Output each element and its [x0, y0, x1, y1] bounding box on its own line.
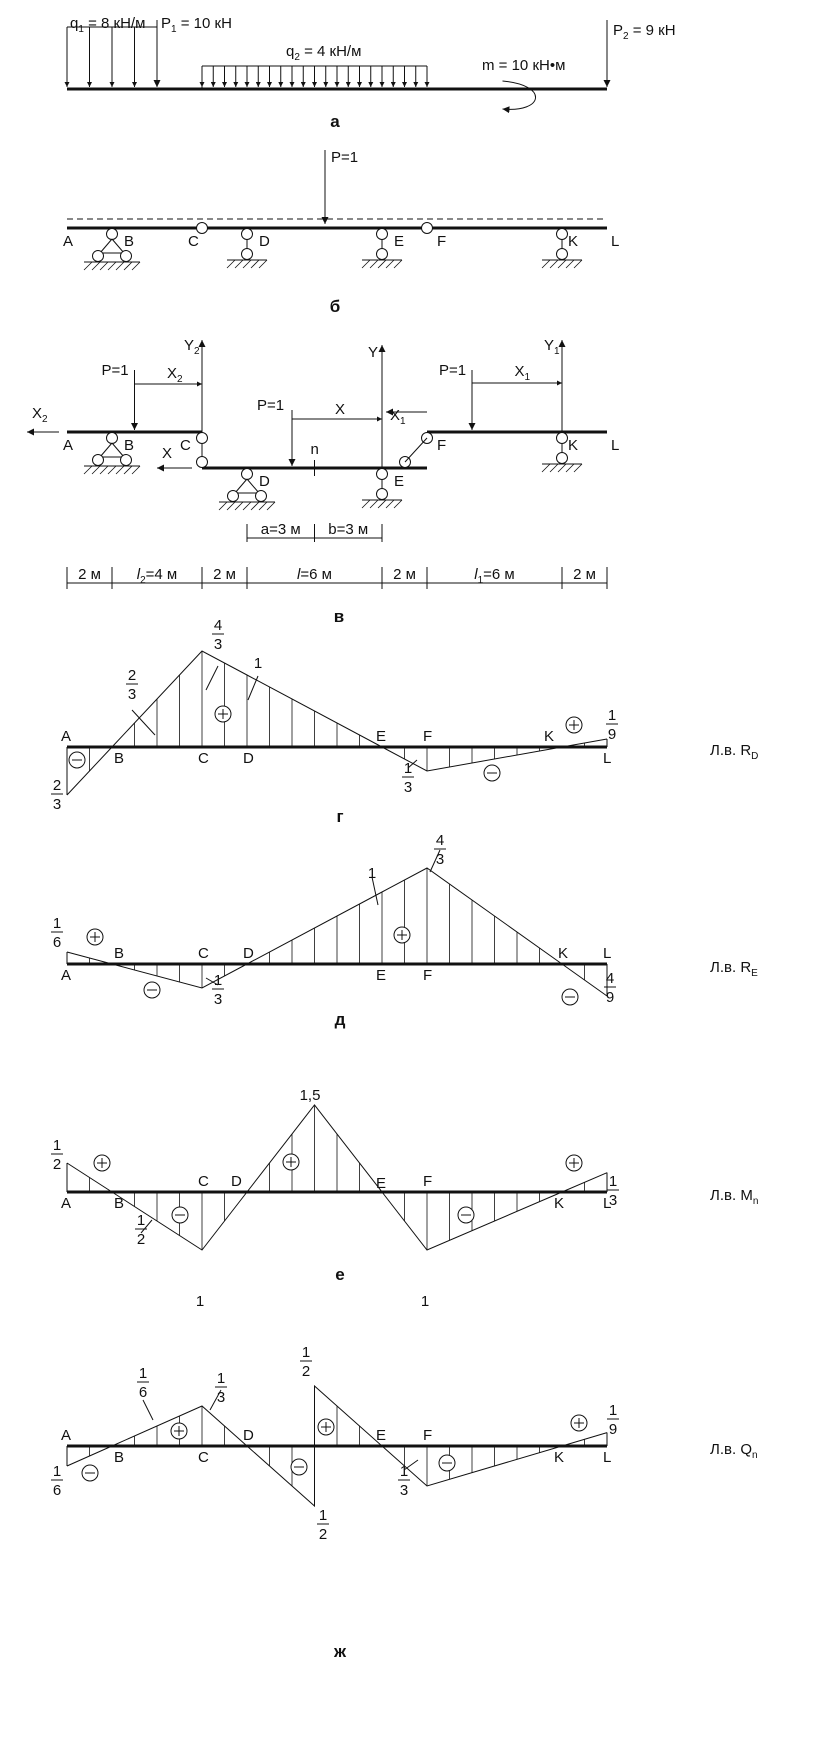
- fraction-text: 1: [367, 865, 377, 882]
- fraction-text: 1: [420, 1293, 430, 1310]
- il-re-point-c: C: [198, 945, 209, 962]
- hinge-f: [422, 223, 433, 234]
- il-mn-point-c: C: [198, 1173, 209, 1190]
- il-re-point-d: D: [243, 945, 254, 962]
- floor-support-b-ground-hatch: [92, 466, 100, 474]
- scheme-label-qn: ж: [333, 1642, 347, 1661]
- q1-label: $q_1 = 8$ кН/м: [70, 15, 146, 35]
- il-qn-value-label: [137, 1365, 149, 1401]
- fraction-denominator: 3: [399, 1482, 409, 1499]
- il-rd-value-label: [126, 667, 138, 703]
- floor-support-k-ground-hatch: [566, 464, 574, 472]
- floor-support-k-bottom-hinge: [557, 453, 568, 464]
- unit-load-de-label: P=1: [257, 397, 285, 414]
- fraction-numerator: 1: [52, 1137, 62, 1154]
- p1-label: $P_1 = 10$ кН: [161, 15, 232, 35]
- il-rd-point-l: L: [603, 750, 612, 767]
- floor-support-b-top-hinge: [107, 433, 118, 444]
- reaction-y1-label: $Y_1$: [544, 337, 560, 357]
- fraction-text: 1: [195, 1293, 205, 1310]
- span-label: 2 м: [393, 566, 416, 583]
- il-mn-point-b: B: [114, 1195, 125, 1212]
- il-qn-leader: [143, 1400, 153, 1420]
- fraction-denominator: 2: [52, 1156, 62, 1173]
- il-qn-point-a: A: [61, 1427, 72, 1444]
- il-re-title: Л.в. $R_E$: [710, 959, 758, 979]
- il-rd-point-d: D: [243, 750, 254, 767]
- floor-support-d-ground-hatch: [235, 502, 243, 510]
- il-mn-value-label: [51, 1137, 63, 1173]
- fraction-numerator: 2: [127, 667, 137, 684]
- reaction-x2-label: $X_2$: [32, 405, 48, 425]
- floor-point-f: F: [437, 437, 447, 454]
- fraction-numerator: 1: [136, 1212, 146, 1229]
- floor-support-b-ground-hatch: [108, 466, 116, 474]
- floor-support-b-ground-hatch: [116, 466, 124, 474]
- support-b-right-hinge: [121, 251, 132, 262]
- scheme-label-rd: г: [336, 807, 344, 826]
- il-mn-value-label: [196, 1293, 204, 1310]
- il-mn-point-a: A: [61, 1195, 72, 1212]
- support-k-ground-hatch: [574, 260, 582, 268]
- support-b-ground-hatch: [116, 262, 124, 270]
- support-k-top-hinge: [557, 229, 568, 240]
- il-rd-point-c: C: [198, 750, 209, 767]
- il-qn-title: Л.в. $Q_n$: [710, 1441, 758, 1461]
- support-e-ground-hatch: [378, 260, 386, 268]
- il-mn-value-label: [135, 1212, 147, 1248]
- il-mn-point-l: L: [603, 1195, 612, 1212]
- fraction-numerator: 1: [399, 1463, 409, 1480]
- link-c-top: [197, 433, 208, 444]
- reaction-y2-label: $Y_2$: [184, 337, 200, 357]
- unit-load-label: P=1: [331, 149, 359, 166]
- support-b-ground-hatch: [84, 262, 92, 270]
- fraction-numerator: 1: [216, 1370, 226, 1387]
- floor-support-d-ground-hatch: [267, 502, 275, 510]
- scheme-label-v: в: [333, 607, 345, 626]
- unit-load-fk-label: P=1: [439, 362, 467, 379]
- point-label-e: E: [394, 233, 405, 250]
- fraction-numerator: 1: [318, 1507, 328, 1524]
- il-rd-point-e: E: [376, 728, 387, 745]
- floor-support-e-bottom-hinge: [377, 489, 388, 500]
- il-qn-value-label: [607, 1402, 619, 1438]
- il-re-value-label: [604, 970, 616, 1006]
- il-rd-curve: [67, 651, 607, 795]
- il-qn-value-label: [51, 1463, 63, 1499]
- point-label-l: L: [611, 233, 620, 250]
- floor-support-d-left-hinge: [228, 491, 239, 502]
- support-e-ground-hatch: [370, 260, 378, 268]
- support-d-ground-hatch: [235, 260, 243, 268]
- il-re-point-k: K: [558, 945, 569, 962]
- floor-support-d-ground-hatch: [227, 502, 235, 510]
- floor-point-e: E: [394, 473, 405, 490]
- floor-point-b: B: [124, 437, 135, 454]
- fraction-numerator: 1: [52, 1463, 62, 1480]
- floor-support-k-top-hinge: [557, 433, 568, 444]
- floor-support-d-ground-hatch: [251, 502, 259, 510]
- il-re-point-l: L: [603, 945, 612, 962]
- fraction-denominator: 6: [52, 934, 62, 951]
- il-rd-leader: [248, 676, 258, 700]
- fraction-denominator: 3: [403, 779, 413, 796]
- floor-support-b-ground-hatch: [124, 466, 132, 474]
- fraction-numerator: 4: [605, 970, 615, 987]
- il-rd-point-a: A: [61, 728, 72, 745]
- dim-x-label: X: [335, 401, 346, 418]
- fraction-denominator: 2: [136, 1231, 146, 1248]
- floor-support-e-ground-hatch: [386, 500, 394, 508]
- dim-b-label: b=3 м: [328, 521, 369, 538]
- floor-support-d-ground-hatch: [219, 502, 227, 510]
- scheme-label-b: б: [329, 297, 341, 316]
- il-qn-value-label: [300, 1344, 312, 1380]
- fraction-denominator: 3: [608, 1192, 618, 1209]
- fraction-numerator: 1: [138, 1365, 148, 1382]
- floor-support-d-leg-left: [235, 479, 247, 493]
- il-mn-title: Л.в. $M_n$: [710, 1187, 759, 1207]
- fraction-denominator: 3: [213, 991, 223, 1008]
- il-rd-title: Л.в. $R_D$: [710, 742, 759, 762]
- span-label: 2 м: [573, 566, 596, 583]
- support-d-ground-hatch: [243, 260, 251, 268]
- floor-point-k: K: [568, 437, 579, 454]
- il-re-point-e: E: [376, 967, 387, 984]
- support-k-ground-hatch: [566, 260, 574, 268]
- il-rd-value-label: [402, 760, 414, 796]
- il-mn-point-e: E: [376, 1175, 387, 1192]
- il-rd-leader: [206, 666, 218, 690]
- floor-support-b-left-hinge: [93, 455, 104, 466]
- il-qn-point-d: D: [243, 1427, 254, 1444]
- reaction-y-label: Y: [368, 344, 379, 361]
- support-k-bottom-hinge: [557, 249, 568, 260]
- floor-support-d-right-hinge: [256, 491, 267, 502]
- point-label-b: B: [124, 233, 135, 250]
- support-k-ground-hatch: [542, 260, 550, 268]
- dim-x1-label: $X_1$: [514, 363, 531, 383]
- support-k-ground-hatch: [550, 260, 558, 268]
- scheme-label-a: а: [330, 112, 340, 131]
- il-qn-value-label: [317, 1507, 329, 1543]
- il-re-point-b: B: [114, 945, 125, 962]
- fraction-numerator: 4: [213, 617, 223, 634]
- link-f: [405, 438, 427, 462]
- il-mn-value-label: [300, 1087, 321, 1104]
- fraction-numerator: 4: [435, 832, 445, 849]
- link-c-bottom: [197, 457, 208, 468]
- il-re-value-label: [368, 865, 376, 882]
- il-rd-value-label: [254, 655, 262, 672]
- fraction-text: 1: [253, 655, 263, 672]
- support-b-leg-right: [112, 239, 124, 253]
- fraction-denominator: 9: [607, 726, 617, 743]
- floor-support-k-ground-hatch: [574, 464, 582, 472]
- point-label-c: C: [188, 233, 199, 250]
- fraction-denominator: 2: [301, 1363, 311, 1380]
- reaction-x1-label: $X_1$: [390, 407, 406, 427]
- floor-support-k-ground-hatch: [542, 464, 550, 472]
- reaction-x-label: X: [162, 445, 173, 462]
- support-k-ground-hatch: [558, 260, 566, 268]
- fraction-numerator: 1: [301, 1344, 311, 1361]
- support-e-ground-hatch: [362, 260, 370, 268]
- fraction-numerator: 1: [52, 915, 62, 932]
- floor-support-e-ground-hatch: [370, 500, 378, 508]
- il-rd-point-f: F: [423, 728, 433, 745]
- span-label: l=6 м: [297, 566, 332, 583]
- support-e-ground-hatch: [386, 260, 394, 268]
- support-d-bottom-hinge: [242, 249, 253, 260]
- support-d-top-hinge: [242, 229, 253, 240]
- il-re-point-a: A: [61, 967, 72, 984]
- support-b-ground-hatch: [108, 262, 116, 270]
- floor-point-l: L: [611, 437, 620, 454]
- il-rd-value-label: [212, 617, 224, 653]
- fraction-text: 1,5: [299, 1087, 321, 1104]
- point-label-d: D: [259, 233, 270, 250]
- support-e-top-hinge: [377, 229, 388, 240]
- floor-support-d-top-hinge: [242, 469, 253, 480]
- fraction-denominator: 6: [52, 1482, 62, 1499]
- floor-support-b-leg-right: [112, 443, 124, 457]
- dim-x2-label: $X_2$: [167, 365, 183, 385]
- fraction-numerator: 1: [608, 1173, 618, 1190]
- il-qn-point-k: K: [554, 1449, 565, 1466]
- floor-support-d-ground-hatch: [243, 502, 251, 510]
- fraction-denominator: 3: [435, 851, 445, 868]
- floor-support-d-leg-right: [247, 479, 259, 493]
- moment-arc: [503, 81, 536, 109]
- il-rd-point-k: K: [544, 728, 555, 745]
- fraction-numerator: 1: [607, 707, 617, 724]
- floor-support-e-ground-hatch: [378, 500, 386, 508]
- fraction-numerator: 2: [52, 777, 62, 794]
- point-label-k: K: [568, 233, 579, 250]
- il-re-value-label: [51, 915, 63, 951]
- floor-support-e-ground-hatch: [362, 500, 370, 508]
- fraction-denominator: 9: [608, 1421, 618, 1438]
- floor-support-b-leg-left: [100, 443, 112, 457]
- il-mn-value-label: [421, 1293, 429, 1310]
- il-qn-point-e: E: [376, 1427, 387, 1444]
- il-qn-point-c: C: [198, 1449, 209, 1466]
- p2-label: $P_2 = 9$ кН: [613, 22, 676, 42]
- scheme-label-re: д: [334, 1010, 346, 1029]
- support-e-bottom-hinge: [377, 249, 388, 260]
- support-b-top-hinge: [107, 229, 118, 240]
- point-label-f: F: [437, 233, 447, 250]
- support-b-ground-hatch: [124, 262, 132, 270]
- il-mn-value-label: [607, 1173, 619, 1209]
- q2-label: $q_2 = 4$ кН/м: [286, 43, 362, 63]
- il-mn-point-d: D: [231, 1173, 242, 1190]
- fraction-denominator: 2: [318, 1526, 328, 1543]
- support-b-left-hinge: [93, 251, 104, 262]
- il-rd-point-b: B: [114, 750, 125, 767]
- support-d-ground-hatch: [227, 260, 235, 268]
- floor-support-d-ground-hatch: [259, 502, 267, 510]
- point-label-a: A: [63, 233, 74, 250]
- unit-load-ab-label: P=1: [101, 362, 129, 379]
- floor-point-c: C: [180, 437, 191, 454]
- il-qn-value-label: [398, 1463, 410, 1499]
- span-label: $l_2=4$ м: [136, 566, 178, 586]
- floor-point-d: D: [259, 473, 270, 490]
- il-qn-value-label: [215, 1370, 227, 1406]
- fraction-denominator: 3: [213, 636, 223, 653]
- support-e-ground-hatch: [394, 260, 402, 268]
- il-mn-point-f: F: [423, 1173, 433, 1190]
- support-d-ground-hatch: [259, 260, 267, 268]
- fraction-denominator: 6: [138, 1384, 148, 1401]
- span-label: 2 м: [213, 566, 236, 583]
- scheme-label-mn: е: [335, 1265, 345, 1284]
- il-mn-point-k: K: [554, 1195, 565, 1212]
- il-re-point-f: F: [423, 967, 433, 984]
- floor-support-k-ground-hatch: [558, 464, 566, 472]
- floor-support-k-ground-hatch: [550, 464, 558, 472]
- il-rd-value-label: [51, 777, 63, 813]
- fraction-numerator: 1: [213, 972, 223, 989]
- floor-support-b-ground-hatch: [100, 466, 108, 474]
- moment-label: m = 10 кН•м: [482, 57, 566, 74]
- fraction-denominator: 3: [216, 1389, 226, 1406]
- floor-support-e-top-hinge: [377, 469, 388, 480]
- support-b-ground-hatch: [92, 262, 100, 270]
- il-qn-point-b: B: [114, 1449, 125, 1466]
- support-d-ground-hatch: [251, 260, 259, 268]
- support-b-ground-hatch: [132, 262, 140, 270]
- floor-support-b-ground-hatch: [132, 466, 140, 474]
- support-b-leg-left: [100, 239, 112, 253]
- fraction-denominator: 3: [52, 796, 62, 813]
- floor-point-a: A: [63, 437, 74, 454]
- dim-a-label: a=3 м: [260, 521, 301, 538]
- il-rd-value-label: [606, 707, 618, 743]
- il-qn-point-f: F: [423, 1427, 433, 1444]
- span-label: 2 м: [78, 566, 101, 583]
- hinge-c: [197, 223, 208, 234]
- section-n-label: n: [310, 441, 319, 458]
- fraction-numerator: 1: [608, 1402, 618, 1419]
- fraction-denominator: 3: [127, 686, 137, 703]
- floor-support-e-ground-hatch: [394, 500, 402, 508]
- span-label: $l_1=6$ м: [474, 566, 515, 586]
- floor-support-b-right-hinge: [121, 455, 132, 466]
- floor-support-b-ground-hatch: [84, 466, 92, 474]
- support-b-ground-hatch: [100, 262, 108, 270]
- il-qn-point-l: L: [603, 1449, 612, 1466]
- fraction-numerator: 1: [403, 760, 413, 777]
- fraction-denominator: 9: [605, 989, 615, 1006]
